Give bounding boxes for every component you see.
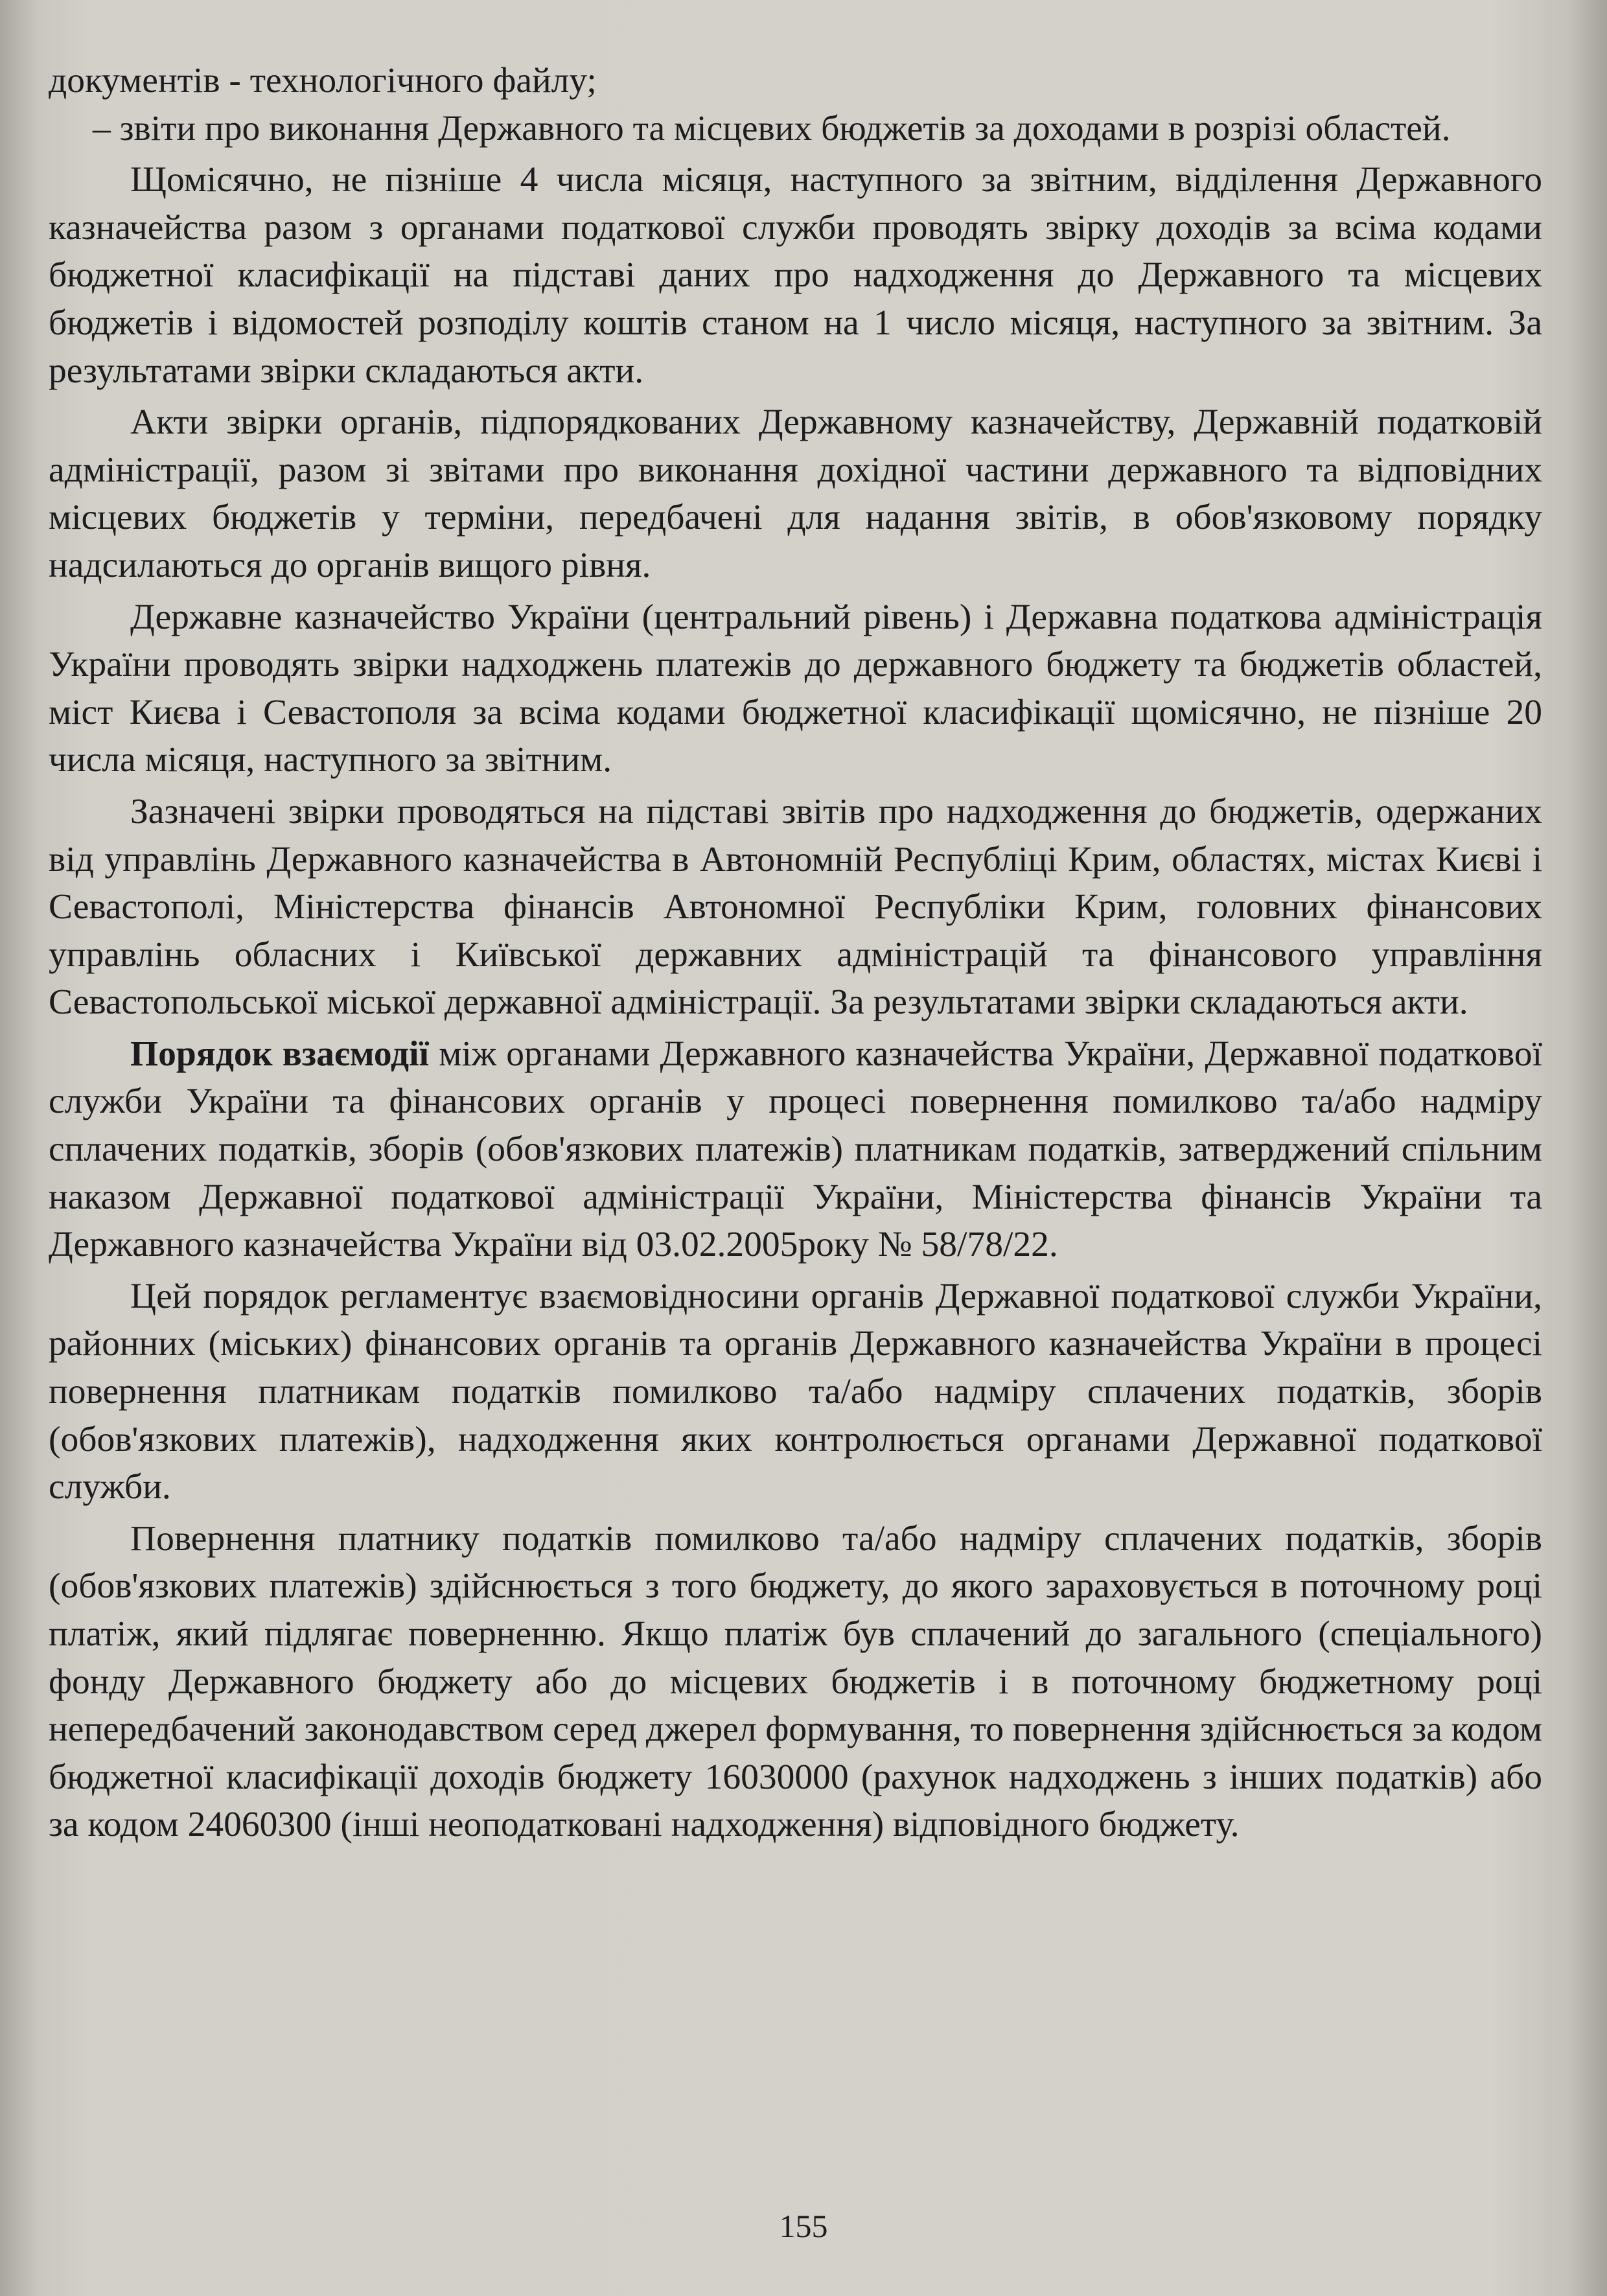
paragraph-reports-basis: Зазначені звірки проводяться на підставі звітів про надходження до бюджетів, одержаних від управлінь Державного казначейства в Автономній Республіці Крим, областях, містах Києві і Севастополі, Міністерства фінансів Автономної Республіки Крим, головних фінансових управлінь обласних і Київської державних адміністрацій та фінансового управління Севастопольської міської державної адміністрації. За результатами звірки складаються акти. xyxy=(49,791,1542,1023)
paragraph-reconciliation-acts: Акти звірки органів, підпорядкованих Державному казначейству, Державній податковій адміністрації, разом зі звітами про виконання дохідної частини державного та відповідних місцевих бюджетів у терміни, передбачені для надання звітів, в обов'язковому порядку надсилаються до органів вищого рівня. xyxy=(49,402,1542,585)
interaction-order-term: Порядок взаємодії xyxy=(130,1034,429,1074)
paragraph-refund: Повернення платнику податків помилково та/або надміру сплачених податків, зборів (обов'язкових платежів) здійснюється з того бюджету, до якого зараховується в поточному році платіж, який підлягає поверненню. Якщо платіж був сплачений до загального (спеціального) фонду Державного бюджету або до місцевих бюджетів і в поточному бюджетному році непередбачений законодавством серед джерел формування, то повернення здійснюється за кодом бюджетної класифікації доходів бюджету 16030000 (рахунок надходжень з інших податків) або за кодом 24060300 (інші неоподатковані надходження) відповідного бюджету. xyxy=(49,1518,1542,1845)
page-body xyxy=(49,57,1542,1849)
paragraph-continuation: документів - технологічного файлу; xyxy=(49,61,597,100)
paragraph-monthly-reconciliation: Щомісячно, не пізніше 4 числа місяця, наступного за звітним, відділення Державного казначейства разом з органами податкової служби проводять звірку доходів за всіма кодами бюджетної класифікації на підставі даних про надходження до Державного та місцевих бюджетів і відомостей розподілу коштів станом на 1 число місяця, наступного за звітним. За результатами звірки складаються акти. xyxy=(49,160,1542,391)
paragraph-treasury-central: Державне казначейство України (центральний рівень) і Державна податкова адміністрація України проводять звірки надходжень платежів до державного бюджету та бюджетів областей, міст Києва і Севастополя за всіма кодами бюджетної класифікації щомісячно, не пізніше 20 числа місяця, наступного за звітним. xyxy=(49,597,1542,780)
list-item-reports: – звіти про виконання Державного та місцевих бюджетів за доходами в розрізі областей. xyxy=(93,108,1451,148)
paragraph-interaction-order xyxy=(49,1030,1542,1269)
page-number: 155 xyxy=(779,2208,828,2244)
paragraph-order-regulates: Цей порядок регламентує взаємовідносини органів Державної податкової служби України, районних (міських) фінансових органів та органів Державного казначейства України в процесі повернення платникам податків помилково та/або надміру сплачених податків, зборів (обов'язкових платежів), надходження яких контролюється органами Державної податкової служби. xyxy=(49,1276,1542,1507)
interaction-order-text: між органами Державного казначейства України, Державної податкової служби України та фінансових органів у процесі повернення помилково та/або надміру сплачених податків, зборів (обов'язкових платежів) платникам податків, затверджений спільним наказом Державної податкової адміністрації України, Міністерства фінансів України та Державного казначейства України від 03.02.2005року № 58/78/22. xyxy=(49,1034,1542,1265)
